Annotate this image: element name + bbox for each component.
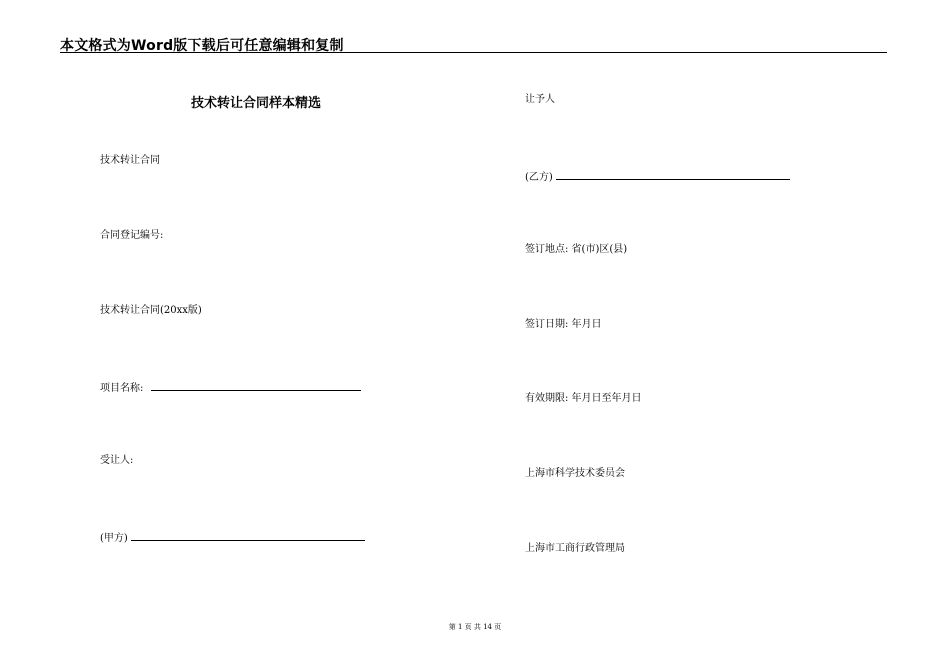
header-divider — [60, 52, 887, 53]
signing-date-line: 签订日期: 年月日 — [525, 319, 602, 330]
transferee-label: 受让人: — [100, 455, 134, 466]
transferor-label: 让予人 — [525, 94, 555, 105]
science-commission-line: 上海市科学技术委员会 — [525, 468, 625, 479]
page-number-footer: 第 1 页 共 14 页 — [448, 623, 502, 631]
document-header: 本文格式为Word版下载后可任意编辑和复制 — [60, 38, 344, 54]
party-a-row — [100, 529, 365, 546]
party-a-label: (甲方) — [100, 533, 128, 544]
validity-period-line: 有效期限: 年月日至年月日 — [525, 393, 642, 404]
project-name-blank — [151, 379, 361, 391]
contract-name-line: 技术转让合同 — [100, 155, 160, 166]
industry-commerce-line: 上海市工商行政管理局 — [525, 543, 625, 554]
registration-number-label: 合同登记编号: — [100, 230, 164, 241]
party-b-label: (乙方) — [525, 172, 553, 183]
signing-place-line: 签订地点: 省(市)区(县) — [525, 244, 628, 255]
project-name-row — [100, 379, 361, 396]
contract-version-line: 技术转让合同(20xx版) — [100, 305, 202, 316]
project-name-label: 项目名称: — [100, 383, 144, 394]
document-title: 技术转让合同样本精选 — [191, 96, 322, 111]
party-b-row — [525, 168, 790, 185]
party-a-blank — [131, 529, 365, 541]
party-b-blank — [556, 168, 790, 180]
